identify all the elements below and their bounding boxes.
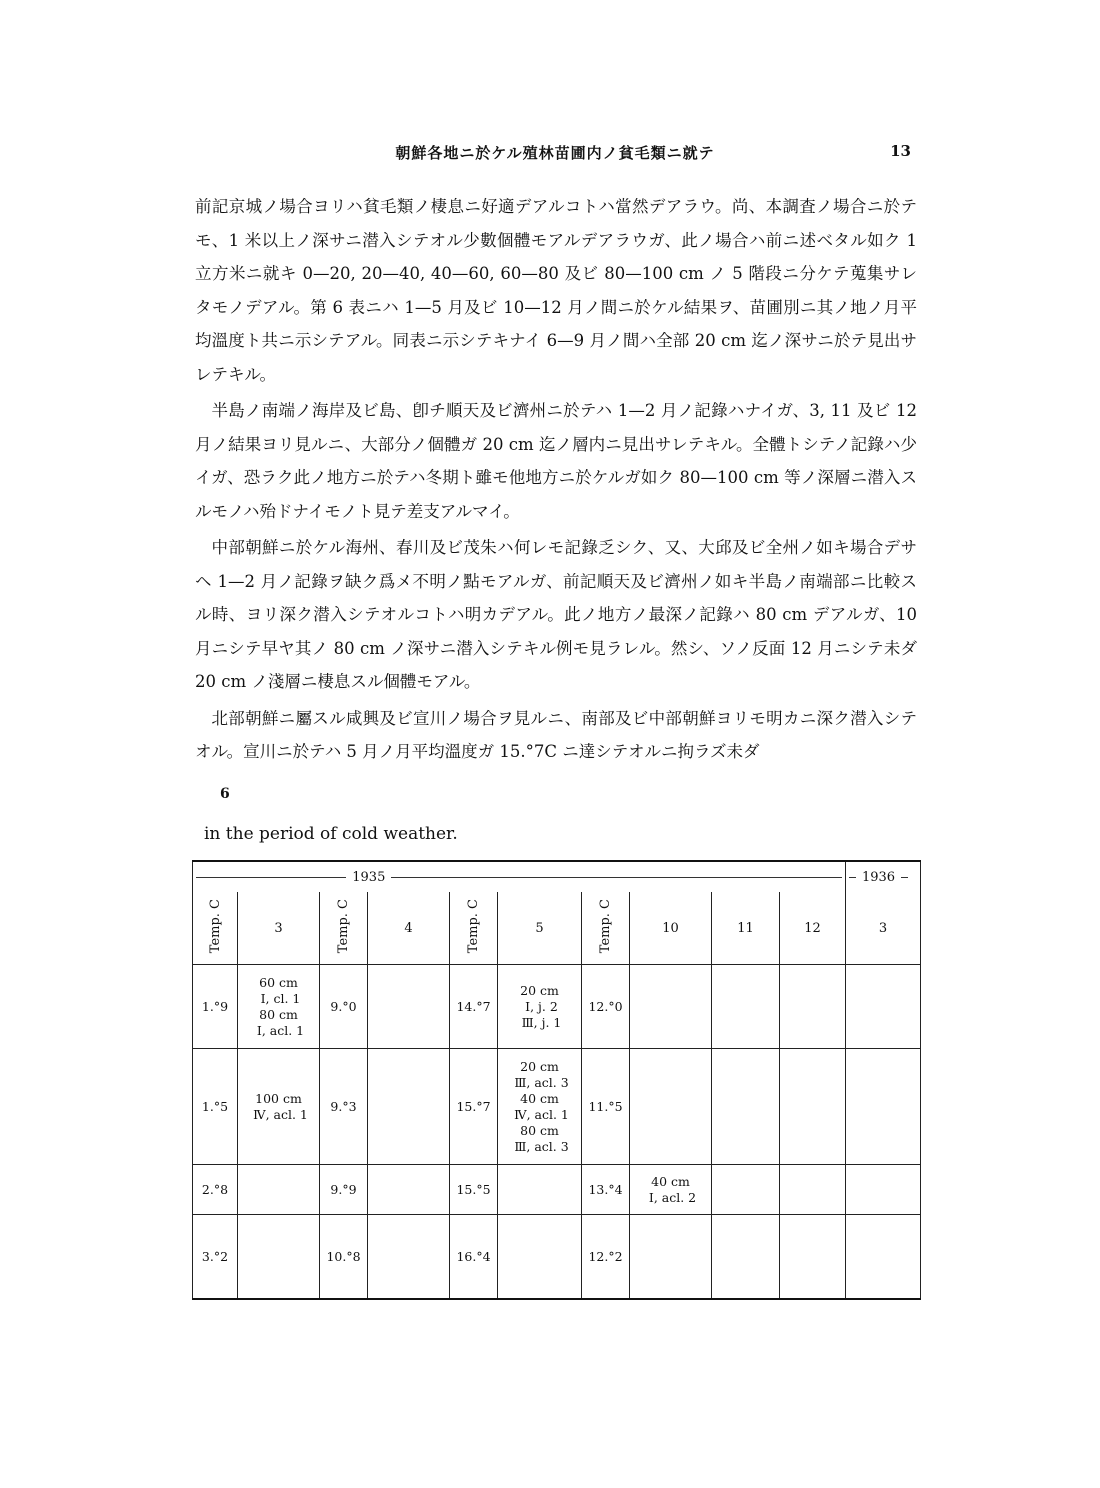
- temp-cell: 2.°8: [193, 1165, 238, 1215]
- paragraph: 半島ノ南端ノ海岸及ビ島、卽チ順天及ビ濟州ニ於テハ 1—2 月ノ記錄ハナイガ、3, 11 及ビ 12 月ノ結果ヨリ見ルニ、大部分ノ個體ガ 20 cm 迄ノ層内ニ見出サレテキル。全體トシテノ記錄ハ少イガ、恐ラク此ノ地方ニ於テハ冬期ト雖モ他地方ニ於ケルガ如ク 80—100 cm 等ノ深層ニ潜入スルモノハ殆ドナイモノト見テ差支アルマイ。: [195, 401, 917, 521]
- temp-header: Temp. C: [320, 892, 368, 965]
- year-cell-1936: [846, 861, 921, 892]
- temp-cell: 9.°9: [320, 1165, 368, 1215]
- record-depth: 100 cm: [255, 1090, 302, 1106]
- temp-cell: 12.°2: [582, 1215, 630, 1299]
- record-observation: Ⅳ, acl. 1: [253, 1106, 308, 1122]
- empty-cell: [712, 965, 780, 1049]
- record-cell: [498, 1165, 582, 1215]
- record-depth: 80 cm: [520, 1122, 559, 1138]
- month-header: 11: [712, 892, 780, 965]
- table-body: [193, 965, 921, 1299]
- empty-cell: [712, 1215, 780, 1299]
- record-cell: [238, 1215, 320, 1299]
- record-cell: [630, 1049, 712, 1165]
- record-observation: Ⅳ, acl. 1: [514, 1106, 569, 1122]
- year-cell-1935: [193, 861, 846, 892]
- table-row: [193, 1165, 921, 1215]
- temp-cell: 1.°9: [193, 965, 238, 1049]
- temp-header: Temp. C: [193, 892, 238, 965]
- temp-cell: 3.°2: [193, 1215, 238, 1299]
- record-depth: 80 cm: [259, 1006, 298, 1022]
- year-label-1936: 1936: [861, 869, 896, 885]
- running-header: [195, 142, 915, 172]
- header-row: [193, 892, 921, 965]
- record-observation: Ⅲ, acl. 3: [514, 1138, 569, 1154]
- record-observation: Ⅰ, acl. 1: [256, 1022, 305, 1038]
- paragraph: 前記京城ノ場合ヨリハ貧毛類ノ棲息ニ好適デアルコトハ當然デアラウ。尚、本調査ノ場合ニ於テモ、1 米以上ノ深サニ潜入シテオル少數個體モアルデアラウガ、此ノ場合ハ前ニ述ベタル如ク 1 立方米ニ就キ 0—20, 20—40, 40—60, 60—80 及ビ 80—100 cm ノ 5 階段ニ分ケテ蒐集サレタモノデアル。第 6 表ニハ 1—5 月及ビ 10—12 月ノ間ニ於ケル結果ヲ、苗圃別ニ其ノ地ノ月平均溫度ト共ニ示シテアル。同表ニ示シテキナイ 6—9 月ノ間ハ全部 20 cm 迄ノ深サニ於テ見出サレテキル。: [195, 197, 917, 384]
- month-header: 10: [630, 892, 712, 965]
- empty-cell: [368, 1165, 450, 1215]
- temp-header: Temp. C: [582, 892, 630, 965]
- record-observation: Ⅰ, cl. 1: [260, 990, 301, 1006]
- empty-cell: [780, 1049, 846, 1165]
- empty-cell: [712, 1165, 780, 1215]
- record-cell: [498, 1215, 582, 1299]
- table-row: [193, 1215, 921, 1299]
- body-text: [195, 190, 917, 772]
- running-title: 朝鮮各地ニ於ケル殖林苗圃内ノ貧毛類ニ就テ: [395, 144, 715, 162]
- record-depth: 40 cm: [651, 1173, 690, 1189]
- empty-cell: [368, 1049, 450, 1165]
- empty-cell: [846, 965, 921, 1049]
- year-label-1935: 1935: [352, 869, 386, 885]
- record-cell: [498, 1049, 582, 1165]
- temp-cell: 16.°4: [450, 1215, 498, 1299]
- temp-cell: 9.°3: [320, 1049, 368, 1165]
- record-depth: 60 cm: [259, 974, 298, 990]
- record-cell: [238, 1049, 320, 1165]
- record-observation: Ⅰ, j. 2: [525, 998, 558, 1014]
- temp-cell: 11.°5: [582, 1049, 630, 1165]
- record-depth: 40 cm: [520, 1090, 559, 1106]
- empty-cell: [368, 1215, 450, 1299]
- temp-cell: 15.°7: [450, 1049, 498, 1165]
- temp-header: Temp. C: [450, 892, 498, 965]
- paragraph: 北部朝鮮ニ屬スル咸興及ビ宣川ノ場合ヲ見ルニ、南部及ビ中部朝鮮ヨリモ明カニ深ク潜入シテオル。宣川ニ於テハ 5 月ノ月平均溫度ガ 15.°7C ニ達シテオルニ拘ラズ未ダ: [195, 708, 917, 761]
- year-row: [193, 861, 921, 892]
- temp-cell: 1.°5: [193, 1049, 238, 1165]
- record-depth: 20 cm: [520, 982, 559, 998]
- temp-cell: 15.°5: [450, 1165, 498, 1215]
- month-header: 12: [780, 892, 846, 965]
- record-observation: Ⅲ, acl. 3: [514, 1074, 569, 1090]
- table-row: [193, 965, 921, 1049]
- empty-cell: [846, 1165, 921, 1215]
- empty-cell: [780, 1215, 846, 1299]
- page-number: 13: [890, 142, 911, 160]
- temp-cell: 12.°0: [582, 965, 630, 1049]
- empty-cell: [368, 965, 450, 1049]
- month-header: 4: [368, 892, 450, 965]
- record-cell: [630, 1165, 712, 1215]
- temp-cell: 9.°0: [320, 965, 368, 1049]
- record-cell: [630, 1215, 712, 1299]
- temp-cell: 10.°8: [320, 1215, 368, 1299]
- table-row: [193, 1049, 921, 1165]
- record-cell: [238, 965, 320, 1049]
- month-header: 3: [846, 892, 921, 965]
- record-observation: Ⅰ, acl. 2: [648, 1189, 697, 1205]
- empty-cell: [780, 965, 846, 1049]
- record-cell: [498, 965, 582, 1049]
- table-number: 6: [220, 786, 230, 802]
- paragraph: 中部朝鮮ニ於ケル海州、春川及ビ茂朱ハ何レモ記錄乏シク、又、大邱及ビ全州ノ如キ場合デサヘ 1—2 月ノ記錄ヲ缺ク爲メ不明ノ點モアルガ、前記順天及ビ濟州ノ如キ半島ノ南端部ニ比較スル時、ヨリ深ク潜入シテオルコトハ明カデアル。此ノ地方ノ最深ノ記錄ハ 80 cm デアルガ、10 月ニシテ早ヤ其ノ 80 cm ノ深サニ潜入シテキル例モ見ラレル。然シ、ソノ反面 12 月ニシテ未ダ 20 cm ノ淺層ニ棲息スル個體モアル。: [195, 538, 917, 691]
- temp-cell: 13.°4: [582, 1165, 630, 1215]
- empty-cell: [846, 1215, 921, 1299]
- temp-cell: 14.°7: [450, 965, 498, 1049]
- month-header: 3: [238, 892, 320, 965]
- empty-cell: [712, 1049, 780, 1165]
- empty-cell: [780, 1165, 846, 1215]
- month-header: 5: [498, 892, 582, 965]
- table-caption: in the period of cold weather.: [204, 824, 458, 844]
- record-cell: [238, 1165, 320, 1215]
- data-table: [192, 860, 921, 1300]
- empty-cell: [846, 1049, 921, 1165]
- record-depth: 20 cm: [520, 1058, 559, 1074]
- record-cell: [630, 965, 712, 1049]
- record-observation: Ⅲ, j. 1: [521, 1014, 562, 1030]
